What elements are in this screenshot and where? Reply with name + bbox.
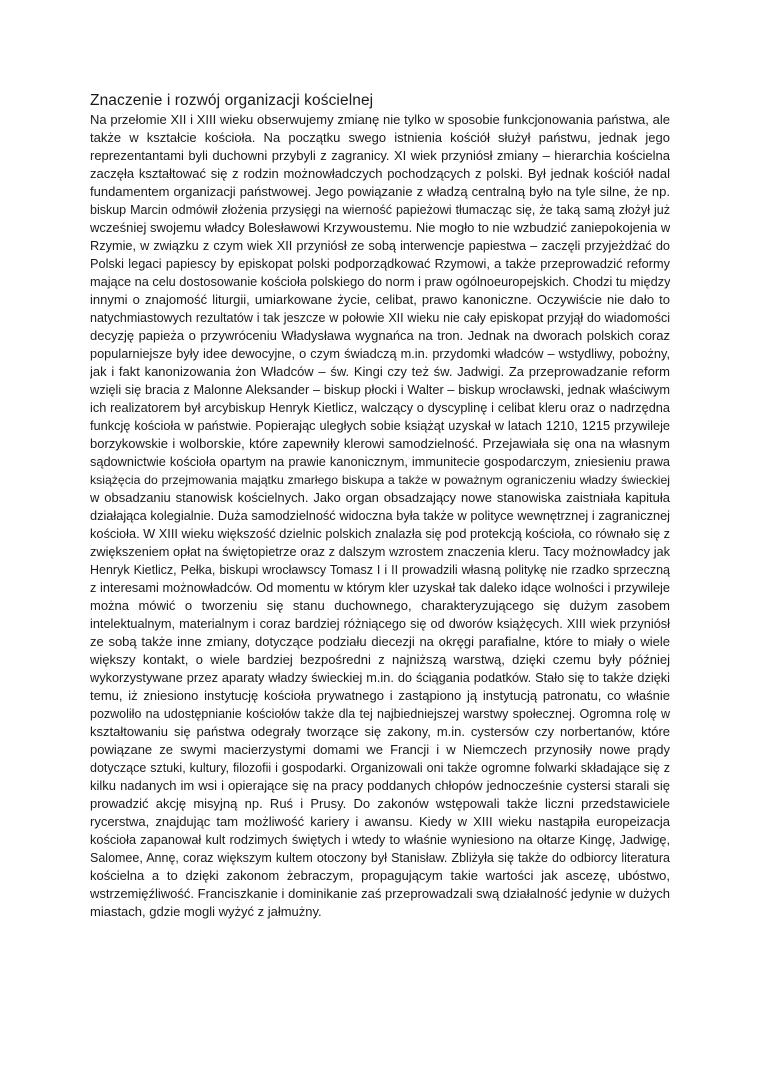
body-line: większy kontakt, o wiele bardziej bezpośredni z najniższą warstwą, dzięki czemu były później [90, 652, 670, 667]
body-line: można mówić o tworzeniu się stanu duchownego, charakteryzującego się dużym zasobem [90, 598, 670, 613]
body-line: pozwoliło na udostępnianie kościołów także dla tej najbiedniejszej warstwy społecznej. Ogromna rolę w [90, 707, 670, 721]
body-line: sądownictwie kościoła opartym na prawie kanonicznym, immunitecie gospodarczym, zniesieniu prawa [90, 454, 670, 469]
body-line: prowadzić akcję misyjną np. Ruś i Prusy. Do zakonów wstępowali także liczni przedstawiciele [90, 796, 670, 811]
body-line: kościoła. W XIII wieku większość dzielnic polskich znalazła się pod protekcją kościoła, co równało się z [90, 526, 670, 541]
body-line: ich realizatorem był arcybiskup Henryk Kietlicz, walczący o dyscyplinę i celibat kleru oraz o nadrzędna [90, 400, 670, 415]
body-line: kościoła zapanował kult rodzimych świętych i wtedy to właśnie wyniesiono na ołtarze Kingę, Jadwigę, [90, 832, 670, 847]
body-line: innymi o znajomość liturgii, umiarkowane życie, celibat, prawo kanoniczne. Oczywiście nie dało to [90, 292, 670, 307]
body-line: wstrzemięźliwość. Franciszkanie i dominikanie zaś przeprowadzali swą działalność jedynie w dużych [90, 886, 670, 901]
body-line: ze sobą także inne zmiany, dotyczące podziału diecezji na okręgi parafialne, które to miały o wiele [90, 634, 670, 649]
body-line: powiązane ze swymi macierzystymi domami we Francji i w Niemczech przynosiły nowe prądy [90, 742, 670, 757]
document-title: Znaczenie i rozwój organizacji kościelnej [90, 92, 374, 109]
body-line: działająca kolegialnie. Duża samodzielność widoczna była także w polityce wewnętrznej i zagranicznej [90, 508, 670, 523]
body-line: borzykowskie i wolborskie, które zapewniły klerowi samodzielność. Przejawiała się ona na własnym [90, 436, 670, 451]
body-line: kształtowaniu się państwa odegrały tworzące się zakony, m.in. cystersów czy norbertanów, które [90, 724, 670, 739]
body-line: książęcia do przejmowania majątku zmarłego biskupa a także w poważnym ograniczeniu władzy świeckiej [90, 473, 670, 487]
body-line: wykorzystywane przez aparaty władzy świeckiej m.in. do ściągania podatków. Stało się to także dzięki [90, 670, 670, 685]
body-line: Rzymie, w związku z czym wiek XII przyniósł ze sobą interwencje papiestwa – zaczęli przyjeżdżać do [90, 238, 670, 253]
body-line: reprezentantami byli duchowni przybyli z zagranicy. XI wiek przyniósł zmiany – hierarchia kościelna [90, 148, 670, 163]
body-line: Salomee, Annę, coraz większym kultem otoczony był Stanisław. Zbliżyła się także do odbiorcy literatura [90, 851, 670, 865]
body-line: zwiększeniem opłat na świętopietrze oraz z dalszym wzrostem znaczenia kleru. Tacy możnowładcy jak [90, 544, 670, 559]
document-body [90, 111, 670, 921]
body-line: rycerstwa, znajdując tam możliwość kariery i awansu. Kiedy w XIII wieku nastąpiła europeizacja [90, 814, 670, 829]
body-line: natychmiastowych rezultatów i tak jeszcze w połowie XII wieku nie cały episkopat przyjął do wiadomości [90, 311, 670, 325]
body-line: Na przełomie XII i XIII wieku obserwujemy zmianę nie tylko w sposobie funkcjonowania państwa, ale [90, 112, 670, 127]
body-line: z interesami możnowładców. Od momentu w którym kler uzyskał tak daleko idące wolności i przywileje [90, 580, 670, 595]
body-line: kilku nadanych im wsi i opierające się na pracy poddanych chłopów jednocześnie cystersi starali się [90, 778, 670, 793]
body-line: fundamentem organizacji państwowej. Jego powiązanie z władzą centralną było na tyle silne, że np. [90, 184, 670, 199]
body-line: wcześniej swojemu władcy Bolesławowi Krzywoustemu. Nie mogło to nie wzbudzić zaniepokojenia w [90, 220, 670, 235]
body-line: miastach, gdzie mogli wyżyć z jałmużny. [90, 904, 322, 919]
body-line: popularniejsze były idee dewocyjne, o czym świadczą m.in. przydomki władców – wstydliwy, pobożny, [90, 346, 670, 361]
body-line: w obsadzaniu stanowisk kościelnych. Jako organ obsadzający nowe stanowiska zaistniała kapituła [90, 490, 670, 505]
body-line: kościelna a to dzięki zakonom żebraczym, propagującym takie wartości jak ascezę, ubóstwo, [90, 868, 670, 883]
body-line: mające na celu dostosowanie kościoła polskiego do norm i praw ogólnoeuropejskich. Chodzi tu między [90, 274, 670, 289]
body-line: decyzję papieża o przywróceniu Władysława wygnańca na tron. Jednak na dworach polskich coraz [90, 328, 670, 343]
body-line: temu, iż zniesiono instytucję kościoła prywatnego i zastąpiono ją instytucją patronatu, co właśnie [90, 688, 670, 703]
body-line: funkcję kościoła w państwie. Popierając uległych sobie książąt uzyskał w latach 1210, 1215 przywileje [90, 418, 670, 433]
body-line: biskup Marcin odmówił złożenia przysięgi na wierność papieżowi tłumacząc się, że taką samą złożył już [90, 203, 670, 217]
body-line: Polski legaci papiescy by episkopat polski podporządkować Rzymowi, a także przeprowadzić reformy [90, 256, 670, 271]
body-line: dotyczące sztuki, kultury, filozofii i gospodarki. Organizowali oni także ogromne folwarki składające się z [90, 761, 670, 775]
body-line: jak i fakt kanonizowania żon Władców – św. Kingi czy też św. Jadwigi. Za przeprowadzanie reform [90, 364, 670, 379]
body-line: także w kształcie kościoła. Na początku swego istnienia kościół służył państwu, jednak jego [90, 130, 670, 145]
body-line: wzięli się bracia z Malonne Aleksander – biskup płocki i Walter – biskup wrocławski, jednak właściwym [90, 382, 670, 397]
body-line: Henryk Kietlicz, Pełka, biskupi wrocławscy Tomasz I i II prowadzili własną politykę nie rzadko sprzeczną [90, 563, 670, 577]
body-line: intelektualnym, materialnym i coraz bardziej różniącego się od dworów książęcych. XIII wiek przyniósł [90, 616, 670, 631]
document-page [90, 91, 670, 921]
body-line: zaczęła kształtować się z rodzin możnowładczych pochodzących z polski. Był jednak kościół nadal [90, 166, 670, 181]
